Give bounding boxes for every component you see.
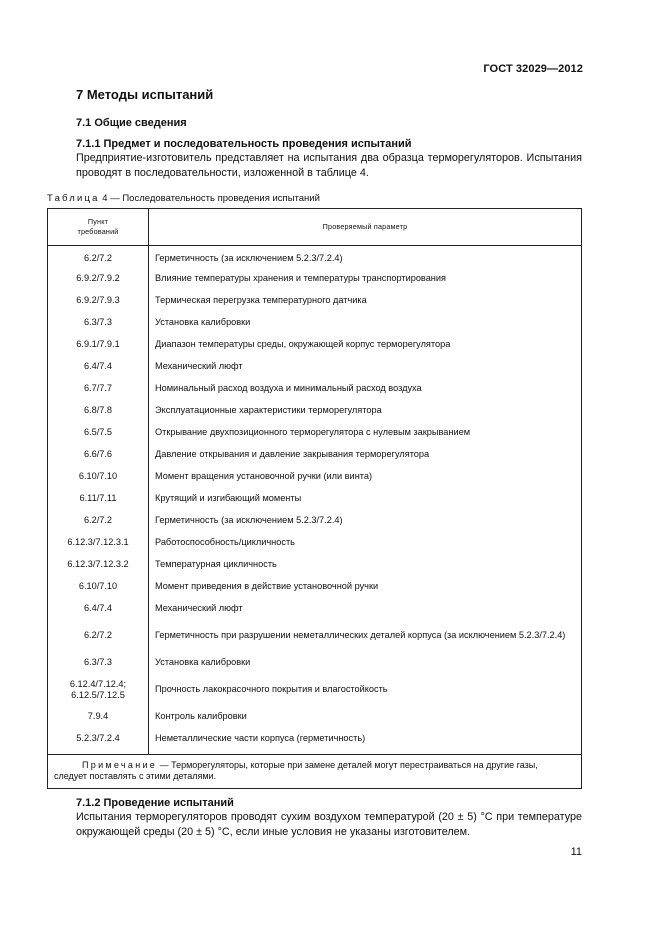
- row-clause: 6.3/7.3: [48, 312, 149, 334]
- row-clause: 6.4/7.4: [48, 598, 149, 620]
- section-title: 7 Методы испытаний: [76, 87, 214, 102]
- row-clause: [48, 674, 149, 706]
- row-clause: 6.6/7.6: [48, 444, 149, 466]
- table-row: [48, 620, 582, 652]
- row-clause: 6.9.2/7.9.3: [48, 290, 149, 312]
- table-row: [48, 268, 582, 290]
- row-parameter: Крутящий и изгибающий моменты: [149, 488, 582, 510]
- table-row: [48, 488, 582, 510]
- row-parameter: Механический люфт: [149, 598, 582, 620]
- table-row: [48, 554, 582, 576]
- row-clause: 6.2/7.2: [48, 510, 149, 532]
- table-row: [48, 652, 582, 674]
- table-row: [48, 356, 582, 378]
- row-clause: 5.2.3/7.2.4: [48, 728, 149, 750]
- item-7-1-2-text: Испытания терморегуляторов проводят сухим воздухом температурой (20 ± 5) °С при температуре окружающей среды (20 ± 5) °С, если иные условия не указаны изготовителем.: [76, 811, 582, 838]
- subsection-title: 7.1 Общие сведения: [76, 117, 187, 129]
- table-row: [48, 674, 582, 706]
- row-clause: 6.4/7.4: [48, 356, 149, 378]
- table-note-row: [48, 754, 582, 788]
- table-caption-text: 4 — Последовательность проведения испытаний: [99, 193, 320, 204]
- row-parameter: Термическая перегрузка температурного датчика: [149, 290, 582, 312]
- row-parameter: Установка калибровки: [149, 312, 582, 334]
- row-parameter: Установка калибровки: [149, 652, 582, 674]
- table-caption: [47, 193, 320, 204]
- row-clause: 6.2/7.2: [48, 620, 149, 652]
- row-parameter: Герметичность при разрушении неметаллических деталей корпуса (за исключением 5.2.3/7.2.4): [149, 620, 582, 652]
- row-parameter: Работоспособность/цикличность: [149, 532, 582, 554]
- row-clause: 6.9.2/7.9.2: [48, 268, 149, 290]
- row-clause: 6.9.1/7.9.1: [48, 334, 149, 356]
- table-row: [48, 378, 582, 400]
- table-row: [48, 312, 582, 334]
- row-parameter: Эксплуатационные характеристики терморегулятора: [149, 400, 582, 422]
- table-row: [48, 334, 582, 356]
- row-clause: 6.3/7.3: [48, 652, 149, 674]
- table-row: [48, 532, 582, 554]
- row-parameter: Механический люфт: [149, 356, 582, 378]
- standard-number: ГОСТ 32029—2012: [483, 63, 583, 75]
- row-clause: 6.5/7.5: [48, 422, 149, 444]
- row-parameter: Неметаллические части корпуса (герметичность): [149, 728, 582, 750]
- row-parameter: Влияние температуры хранения и температуры транспортирования: [149, 268, 582, 290]
- row-clause: 6.12.3/7.12.3.1: [48, 532, 149, 554]
- row-parameter: Момент приведения в действие установочной ручки: [149, 576, 582, 598]
- row-parameter: Температурная цикличность: [149, 554, 582, 576]
- col-header-clause-line2: требований: [77, 227, 119, 236]
- note-label: Примечание: [82, 759, 158, 770]
- row-clause: 6.10/7.10: [48, 576, 149, 598]
- table-row: [48, 706, 582, 728]
- table-row: [48, 422, 582, 444]
- row-clause: 6.11/7.11: [48, 488, 149, 510]
- row-clause: 6.12.3/7.12.3.2: [48, 554, 149, 576]
- item-7-1-1-paragraph: Предприятие-изготовитель представляет на испытания два образца терморегуляторов. Испытания проводят в последовательности, изложенной в таблице 4.: [76, 152, 582, 179]
- col-header-parameter: Проверяемый параметр: [149, 209, 582, 246]
- row-clause-line: 6.12.4/7.12.4;: [69, 678, 127, 689]
- row-parameter: Открывание двухпозиционного терморегулятора с нулевым закрыванием: [149, 422, 582, 444]
- table-row: [48, 728, 582, 750]
- row-parameter: Герметичность (за исключением 5.2.3/7.2.4): [149, 510, 582, 532]
- row-clause: 6.2/7.2: [48, 246, 149, 268]
- row-parameter: Диапазон температуры среды, окружающей корпус терморегулятора: [149, 334, 582, 356]
- row-parameter: Номинальный расход воздуха и минимальный расход воздуха: [149, 378, 582, 400]
- row-clause: 6.8/7.8: [48, 400, 149, 422]
- col-header-clause: [48, 209, 149, 246]
- table-row: [48, 400, 582, 422]
- row-clause: 6.7/7.7: [48, 378, 149, 400]
- item-7-1-1-title: 7.1.1 Предмет и последовательность проведения испытаний: [76, 138, 412, 150]
- table-row: [48, 576, 582, 598]
- table-row: [48, 510, 582, 532]
- table-note: [48, 754, 582, 788]
- table-row: [48, 290, 582, 312]
- table-row: [48, 444, 582, 466]
- note-text: — Терморегуляторы, которые при замене деталей могут перестраиваться на другие газы, следует поставлять с этими деталями.: [54, 759, 538, 781]
- test-sequence-table: [47, 208, 582, 789]
- table-caption-prefix: Таблица: [47, 193, 100, 204]
- row-parameter: Герметичность (за исключением 5.2.3/7.2.4): [149, 246, 582, 268]
- table-body: [48, 246, 582, 755]
- row-parameter: Прочность лакокрасочного покрытия и влагостойкость: [149, 674, 582, 706]
- table-header-row: [48, 209, 582, 246]
- row-clause: 7.9.4: [48, 706, 149, 728]
- item-7-1-1-text: [76, 151, 582, 181]
- row-parameter: Давление открывания и давление закрывания терморегулятора: [149, 444, 582, 466]
- col-header-clause-line1: Пункт: [87, 217, 109, 226]
- table-row: [48, 466, 582, 488]
- table-row: [48, 246, 582, 268]
- item-7-1-2-title: 7.1.2 Проведение испытаний: [76, 797, 234, 809]
- row-parameter: Контроль калибровки: [149, 706, 582, 728]
- row-clause-line: 6.12.5/7.12.5: [71, 689, 125, 700]
- row-clause: 6.10/7.10: [48, 466, 149, 488]
- row-parameter: Момент вращения установочной ручки (или винта): [149, 466, 582, 488]
- page-number: 11: [570, 846, 582, 858]
- table-row: [48, 598, 582, 620]
